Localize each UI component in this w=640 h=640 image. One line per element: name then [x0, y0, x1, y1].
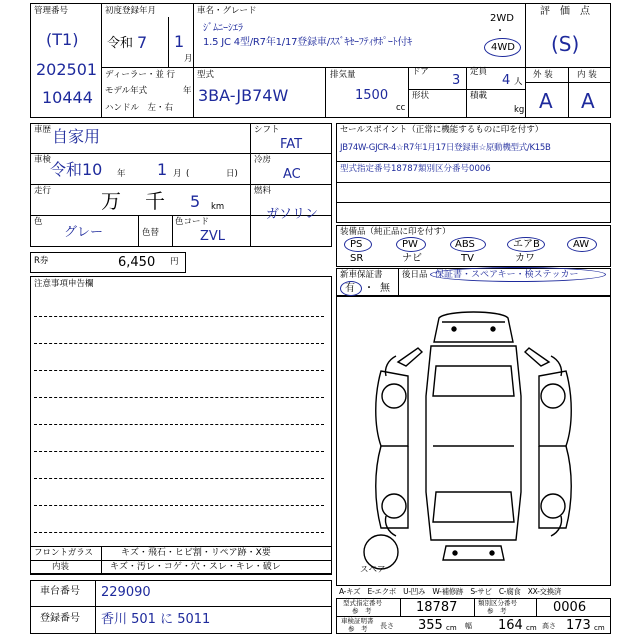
length-value: 355: [418, 618, 443, 633]
reg-value: 香川 501 に 5011: [101, 612, 211, 627]
equipment-sr: SR: [350, 253, 364, 264]
drive-4wd: 4WD: [491, 42, 515, 53]
width-unit: cm: [526, 624, 537, 632]
inspection-day-unit: 日): [226, 169, 238, 179]
height-label: 高さ: [542, 622, 556, 630]
type-no-sub: 参 考: [352, 607, 372, 615]
interior-label: 内 装: [577, 70, 597, 80]
shape-label: 形状: [412, 91, 430, 101]
first-reg-month-unit: 月: [184, 54, 193, 64]
class-no-label: 類別区分番号: [478, 599, 517, 607]
extra-items-value: 保証書・スペアキー・検ステッカー: [435, 270, 579, 280]
inspection-label: 車検: [34, 155, 52, 165]
inspection-month: 1: [157, 160, 168, 179]
eval-label: 評 価 点: [540, 6, 590, 17]
color-label: 色: [34, 217, 43, 227]
sales-point-title: セールスポイント（正常に機能するものに印を付す）: [340, 125, 544, 135]
warranty-yes-circle: [340, 281, 362, 296]
equipment-abs: ABS: [455, 239, 475, 250]
equipment-title: 装備品（純正品に印を付す）: [340, 227, 451, 237]
extra-items-label: 後日品: [402, 270, 428, 280]
inspection-year-unit: 年: [117, 169, 126, 179]
displacement-unit: cc: [396, 103, 406, 113]
notes-section: [30, 276, 332, 574]
eval-score: (S): [551, 32, 580, 56]
mileage-label: 走行: [34, 186, 52, 196]
use-label: 車歴: [34, 125, 52, 135]
mgmt-number-1: 202501: [36, 60, 98, 79]
interior-cond-value: キズ・汚レ・コゲ・穴・スレ・キレ・破レ: [110, 562, 281, 572]
first-reg-label: 初度登録年月: [105, 6, 157, 16]
equipment-pw: PW: [402, 239, 418, 250]
warranty-no: 無: [380, 283, 390, 294]
car-name: ｼﾞﾑﾆｰｼｴﾗ: [203, 23, 243, 34]
equipment-airbag: エアB: [513, 239, 540, 250]
equipment-ps: PS: [350, 239, 363, 250]
width-label: 幅: [465, 622, 472, 630]
door-label: ドア: [412, 67, 429, 77]
height-value: 173: [566, 618, 591, 633]
equipment-abs-circle: [450, 237, 486, 252]
interior-grade: A: [581, 89, 595, 113]
color-value: グレー: [64, 225, 104, 240]
length-unit: cm: [446, 624, 457, 632]
notes-title: 注意事項申告欄: [34, 279, 94, 289]
model-year-label: モデル年式: [105, 86, 148, 96]
first-reg-month: 1: [174, 32, 185, 51]
inspection-era: 令和10: [50, 160, 103, 179]
damage-legend: A-キズ E-エクボ U-凹み W-補修跡 S-サビ C-腐食 XX-交換済: [339, 587, 562, 596]
height-unit: cm: [594, 624, 605, 632]
type-no-value: 18787: [416, 600, 458, 615]
drive-4wd-circle: [484, 38, 521, 57]
front-glass-label: フロントガラス: [34, 548, 93, 558]
equipment-ps-circle: [344, 237, 372, 252]
equipment-pw-circle: [396, 237, 426, 252]
capacity-label: 定員: [470, 67, 488, 77]
reg-label: 登録番号: [40, 613, 80, 624]
model-year-unit: 年: [183, 86, 192, 96]
chassis-label: 車台番号: [40, 586, 80, 597]
sales-point-line-1: JB74W-GJCR-4☆R7年1月17日登録車☆原動機型式/K15B: [340, 143, 551, 153]
fuel-value: ガソリン: [266, 207, 319, 222]
warranty-dot: ・: [364, 283, 374, 294]
front-glass-value: キズ・飛石・ヒビ割・リペア跡・X要: [121, 548, 271, 558]
width-value: 164: [498, 618, 523, 633]
door-value: 3: [452, 73, 461, 88]
mileage-value: 5: [190, 192, 201, 211]
use-value: 自家用: [52, 127, 101, 146]
exterior-label: 外 装: [533, 70, 553, 80]
color-code-value: ZVL: [200, 229, 226, 244]
equipment-aw: AW: [573, 239, 590, 250]
drive-2wd: 2WD: [490, 13, 514, 24]
recycle-fee-value: 6,450: [118, 255, 156, 270]
equipment-tv: TV: [461, 253, 474, 264]
chassis-value: 229090: [101, 585, 151, 600]
mgmt-label: 管理番号: [34, 6, 69, 16]
mileage-man: 万: [101, 189, 121, 213]
inspection-paren: (: [186, 169, 190, 179]
first-reg-year: 7: [137, 33, 148, 52]
capacity-unit: 人: [514, 77, 523, 87]
length-label: 長さ: [380, 622, 394, 630]
equipment-aw-circle: [567, 237, 597, 252]
class-no-sub: 参 考: [487, 607, 507, 615]
ac-label: 冷房: [254, 155, 272, 165]
interior-cond-label: 内装: [52, 562, 70, 572]
type-no-label: 型式指定番号: [343, 599, 382, 607]
capacity-value: 4: [502, 73, 511, 88]
mileage-sen: 千: [145, 189, 165, 213]
car-grade: 1.5 JC 4型/R7年1/17登録車/ｽｽﾞｷｾｰﾌﾃｨｻﾎﾟｰﾄ付ｷ: [203, 37, 413, 48]
type-label: 型式: [197, 70, 215, 80]
extra-items-circle: [430, 267, 606, 282]
fuel-label: 燃料: [254, 186, 272, 196]
class-no-value: 0006: [553, 600, 587, 615]
name-label: 車名・グレード: [197, 6, 257, 16]
exterior-grade: A: [539, 89, 553, 113]
equipment-airbag-circle: [507, 237, 545, 252]
displacement-label: 排気量: [330, 70, 356, 80]
color-code-label: 色コード: [175, 217, 210, 227]
warranty-label: 新車保証書: [340, 270, 383, 280]
displacement-value: 1500: [355, 88, 389, 103]
handle-label: ハンドル 左・右: [105, 103, 174, 113]
equipment-navi: ナビ: [402, 253, 422, 264]
recycle-fee-unit: 円: [170, 257, 179, 267]
inspection-month-unit: 月: [173, 169, 182, 179]
top-section: [30, 3, 611, 118]
load-unit: kg: [514, 105, 525, 115]
shift-value: FAT: [280, 137, 303, 152]
dealer-label: ディーラー・並 行: [105, 70, 176, 80]
equipment-leather: カワ: [515, 253, 535, 264]
mgmt-number-2: 10444: [42, 88, 93, 107]
car-body-diagram: [336, 296, 611, 586]
recycle-fee-label: R券: [34, 256, 49, 266]
first-reg-era: 令和: [107, 36, 134, 51]
recycle-fee-box: [30, 252, 186, 273]
mgmt-prefix: (T1): [46, 30, 79, 49]
cert-label: 車検証明書: [341, 617, 374, 625]
load-label: 積載: [470, 91, 488, 101]
drive-dot: ・: [495, 26, 505, 37]
spare-label: スペア: [360, 565, 386, 575]
shift-label: シフト: [254, 125, 280, 135]
ac-value: AC: [283, 167, 301, 182]
cert-sub: 参 考: [348, 625, 368, 633]
color-change-label: 色替: [142, 228, 160, 238]
warranty-yes: 有: [345, 283, 355, 294]
sales-point-line-2: 型式指定番号18787類別区分番号0006: [340, 164, 491, 174]
type-value: 3BA-JB74W: [198, 86, 289, 105]
mileage-unit: km: [211, 202, 225, 212]
